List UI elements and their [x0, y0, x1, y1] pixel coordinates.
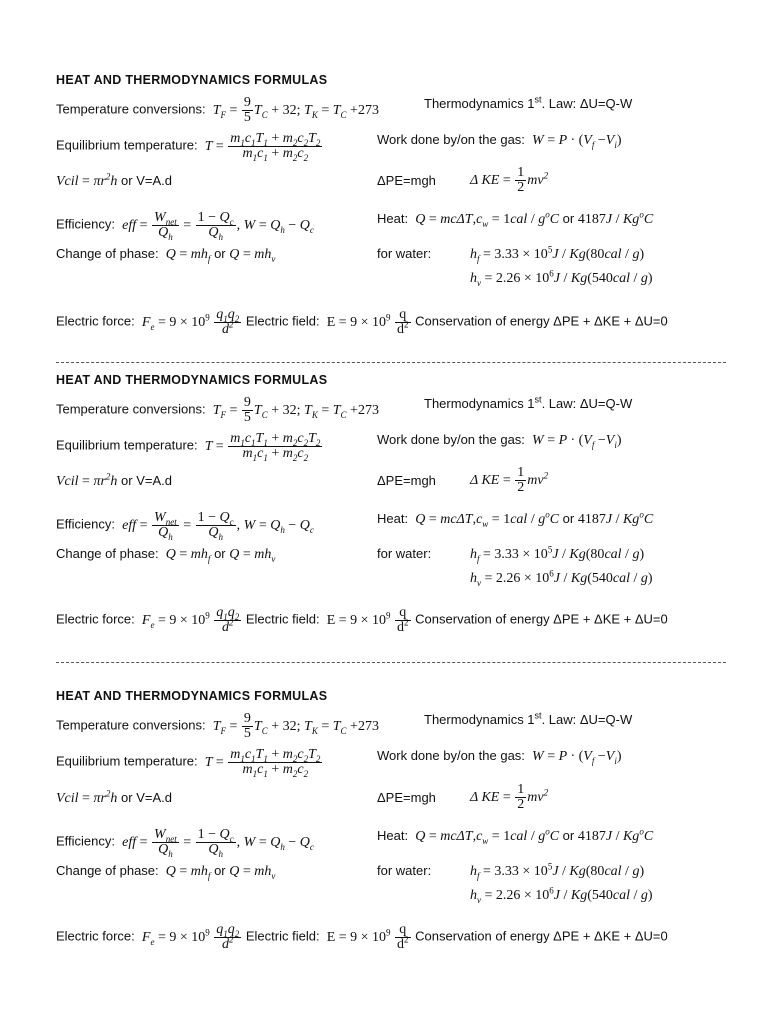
- potential-energy: ΔPE=mgh: [377, 473, 436, 488]
- equilibrium-temperature-row: [56, 432, 323, 461]
- phase-vapor-formula: $Q = mh_v$: [229, 864, 276, 881]
- heat-label: Heat:: [377, 511, 409, 526]
- heat-capacity-joules: 4187J / Kg$^o$C: [577, 826, 654, 844]
- equilibrium-label: Equilibrium temperature:: [56, 137, 198, 153]
- fahrenheit-formula: $T_F$ = $\frac{9}{5}$ $T_C + 32$; $T_K = T_C +273$: [209, 395, 379, 425]
- efficiency-formula: eff = $\frac{W_{net}}{Q_h}$ = $\frac{1 - Q_c}{Q_h}$ , $W = Q_h - Q_c$: [118, 210, 314, 242]
- electric-field-formula: $E = 9 \times 10^9$ $\frac{q}{d^2}$: [323, 922, 409, 952]
- water-label: for water:: [377, 546, 432, 561]
- heat-or-label: or: [562, 828, 575, 843]
- temperature-conversions-label: Temperature conversions:: [56, 401, 206, 417]
- thermo-law-label: Thermodynamics 1: [424, 712, 535, 727]
- volume-or-label: or V=A.d: [121, 473, 172, 488]
- thermodynamics-law: [424, 96, 632, 112]
- electric-field-formula: $E = 9 \times 10^9$ $\frac{q}{d^2}$: [323, 307, 409, 337]
- electric-row: [56, 308, 668, 337]
- work-label: Work done by/on the gas:: [377, 132, 525, 147]
- volume-row: [56, 790, 172, 807]
- efficiency-label: Efficiency:: [56, 516, 116, 532]
- water-vapor-heat: $h_v = 2.26 \times 10^6J / Kg(540cal / g)$: [470, 568, 653, 588]
- thermo-law-superscript: st: [534, 394, 542, 405]
- work-formula: $W = P \cdot (V_f -V_i)$: [528, 749, 622, 766]
- water-label: for water:: [377, 863, 432, 878]
- thermodynamics-law: [424, 396, 632, 412]
- equilibrium-temperature-row: [56, 748, 323, 777]
- equilibrium-label: Equilibrium temperature:: [56, 753, 198, 769]
- cylinder-volume-formula: Vcil = $\pi r^2h$: [56, 471, 118, 489]
- heat-capacity-joules: 4187J / Kg$^o$C: [577, 209, 654, 227]
- energy-conservation-label: Conservation of energy ΔPE + ΔKE + ΔU=0: [415, 928, 668, 944]
- separator-line: [56, 362, 726, 363]
- thermodynamics-law: [424, 712, 632, 728]
- volume-or-label: or V=A.d: [121, 173, 172, 188]
- thermo-law-superscript: st: [534, 710, 542, 721]
- kinetic-energy-formula: Δ KE = $\frac{1}{2}$ $mv^2$: [470, 465, 549, 495]
- work-row: [377, 132, 622, 149]
- work-formula: $W = P \cdot (V_f -V_i)$: [528, 433, 622, 450]
- work-label: Work done by/on the gas:: [377, 748, 525, 763]
- kinetic-energy-formula: Δ KE = $\frac{1}{2}$ $mv^2$: [470, 165, 549, 195]
- water-label: for water:: [377, 246, 432, 261]
- equilibrium-temperature-row: [56, 132, 323, 161]
- electric-field-label: Electric field:: [245, 313, 320, 329]
- formula-block-3: [0, 686, 768, 986]
- electric-field-label: Electric field:: [245, 928, 320, 944]
- heat-or-label: or: [562, 211, 575, 226]
- kinetic-energy-formula: Δ KE = $\frac{1}{2}$ $mv^2$: [470, 782, 549, 812]
- electric-field-formula: $E = 9 \times 10^9$ $\frac{q}{d^2}$: [323, 605, 409, 635]
- efficiency-row: [56, 211, 314, 240]
- potential-energy: ΔPE=mgh: [377, 790, 436, 805]
- phase-change-label: Change of phase:: [56, 246, 159, 261]
- temperature-conversions-label: Temperature conversions:: [56, 101, 206, 117]
- heat-label: Heat:: [377, 211, 409, 226]
- electric-force-label: Electric force:: [56, 313, 135, 329]
- work-row: [377, 748, 622, 765]
- thermo-law-label: Thermodynamics 1: [424, 396, 535, 411]
- electric-field-label: Electric field:: [245, 611, 320, 627]
- electric-force-formula: $F_e = 9 \times 10^9$ $\frac{q_1q_2}{d^2}$: [138, 307, 240, 337]
- phase-or-label: or: [214, 863, 226, 878]
- temperature-conversions-row: [56, 96, 379, 125]
- potential-energy: ΔPE=mgh: [377, 173, 436, 188]
- electric-force-label: Electric force:: [56, 611, 135, 627]
- heat-formula: $Q = mc\Delta T,c_w = 1cal / g^oC$: [411, 209, 560, 229]
- phase-change-row: [56, 246, 275, 263]
- efficiency-formula: eff = $\frac{W_{net}}{Q_h}$ = $\frac{1 - Q_c}{Q_h}$ , $W = Q_h - Q_c$: [118, 827, 314, 859]
- work-formula: $W = P \cdot (V_f -V_i)$: [528, 133, 622, 150]
- efficiency-label: Efficiency:: [56, 833, 116, 849]
- phase-fusion-formula: $Q = mh_f$: [162, 247, 211, 264]
- volume-row: [56, 173, 172, 190]
- thermo-law-rest: . Law: ΔU=Q-W: [541, 396, 633, 411]
- fahrenheit-formula: $T_F$ = $\frac{9}{5}$ $T_C + 32$; $T_K = T_C +273$: [209, 95, 379, 125]
- formula-block-1: [0, 70, 768, 370]
- efficiency-row: [56, 828, 314, 857]
- temperature-conversions-label: Temperature conversions:: [56, 717, 206, 733]
- phase-vapor-formula: $Q = mh_v$: [229, 547, 276, 564]
- heat-row: [377, 828, 653, 845]
- water-fusion-heat: $h_f = 3.33 \times 10^5J / Kg(80cal / g)$: [470, 544, 645, 564]
- heat-or-label: or: [562, 511, 575, 526]
- electric-row: [56, 923, 668, 952]
- water-fusion-heat: $h_f = 3.33 \times 10^5J / Kg(80cal / g)$: [470, 861, 645, 881]
- phase-fusion-formula: $Q = mh_f$: [162, 864, 211, 881]
- heat-label: Heat:: [377, 828, 409, 843]
- electric-force-formula: $F_e = 9 \times 10^9$ $\frac{q_1q_2}{d^2}$: [138, 605, 240, 635]
- phase-change-row: [56, 863, 275, 880]
- temperature-conversions-row: [56, 396, 379, 425]
- water-fusion-heat: $h_f = 3.33 \times 10^5J / Kg(80cal / g)$: [470, 244, 645, 264]
- section-heading: HEAT AND THERMODYNAMICS FORMULAS: [56, 73, 328, 87]
- heat-capacity-joules: 4187J / Kg$^o$C: [577, 509, 654, 527]
- phase-change-label: Change of phase:: [56, 546, 159, 561]
- phase-change-row: [56, 546, 275, 563]
- energy-conservation-label: Conservation of energy ΔPE + ΔKE + ΔU=0: [415, 313, 668, 329]
- volume-row: [56, 473, 172, 490]
- equilibrium-formula: T = $\frac{m_1c_1T_1 + m_2c_2T_2}{m_1c_1 + m_2c_2}$: [201, 431, 321, 463]
- phase-or-label: or: [214, 546, 226, 561]
- work-row: [377, 432, 622, 449]
- fahrenheit-formula: $T_F$ = $\frac{9}{5}$ $T_C + 32$; $T_K = T_C +273$: [209, 711, 379, 741]
- thermo-law-rest: . Law: ΔU=Q-W: [541, 712, 633, 727]
- equilibrium-label: Equilibrium temperature:: [56, 437, 198, 453]
- thermo-law-label: Thermodynamics 1: [424, 96, 535, 111]
- heat-row: [377, 211, 653, 228]
- separator-line: [56, 662, 726, 663]
- water-vapor-heat: $h_v = 2.26 \times 10^6J / Kg(540cal / g)$: [470, 885, 653, 905]
- efficiency-row: [56, 511, 314, 540]
- energy-conservation-label: Conservation of energy ΔPE + ΔKE + ΔU=0: [415, 611, 668, 627]
- heat-formula: $Q = mc\Delta T,c_w = 1cal / g^oC$: [411, 826, 560, 846]
- section-heading: HEAT AND THERMODYNAMICS FORMULAS: [56, 689, 328, 703]
- volume-or-label: or V=A.d: [121, 790, 172, 805]
- phase-or-label: or: [214, 246, 226, 261]
- thermo-law-rest: . Law: ΔU=Q-W: [541, 96, 633, 111]
- formula-block-2: [0, 370, 768, 670]
- phase-change-label: Change of phase:: [56, 863, 159, 878]
- cylinder-volume-formula: Vcil = $\pi r^2h$: [56, 171, 118, 189]
- temperature-conversions-row: [56, 712, 379, 741]
- equilibrium-formula: T = $\frac{m_1c_1T_1 + m_2c_2T_2}{m_1c_1 + m_2c_2}$: [201, 747, 321, 779]
- equilibrium-formula: T = $\frac{m_1c_1T_1 + m_2c_2T_2}{m_1c_1 + m_2c_2}$: [201, 131, 321, 163]
- section-heading: HEAT AND THERMODYNAMICS FORMULAS: [56, 373, 328, 387]
- heat-row: [377, 511, 653, 528]
- electric-force-formula: $F_e = 9 \times 10^9$ $\frac{q_1q_2}{d^2}$: [138, 922, 240, 952]
- heat-formula: $Q = mc\Delta T,c_w = 1cal / g^oC$: [411, 509, 560, 529]
- electric-row: [56, 606, 668, 635]
- thermo-law-superscript: st: [534, 94, 542, 105]
- phase-fusion-formula: $Q = mh_f$: [162, 547, 211, 564]
- water-vapor-heat: $h_v = 2.26 \times 10^6J / Kg(540cal / g)$: [470, 268, 653, 288]
- phase-vapor-formula: $Q = mh_v$: [229, 247, 276, 264]
- electric-force-label: Electric force:: [56, 928, 135, 944]
- cylinder-volume-formula: Vcil = $\pi r^2h$: [56, 788, 118, 806]
- efficiency-formula: eff = $\frac{W_{net}}{Q_h}$ = $\frac{1 - Q_c}{Q_h}$ , $W = Q_h - Q_c$: [118, 510, 314, 542]
- efficiency-label: Efficiency:: [56, 216, 116, 232]
- work-label: Work done by/on the gas:: [377, 432, 525, 447]
